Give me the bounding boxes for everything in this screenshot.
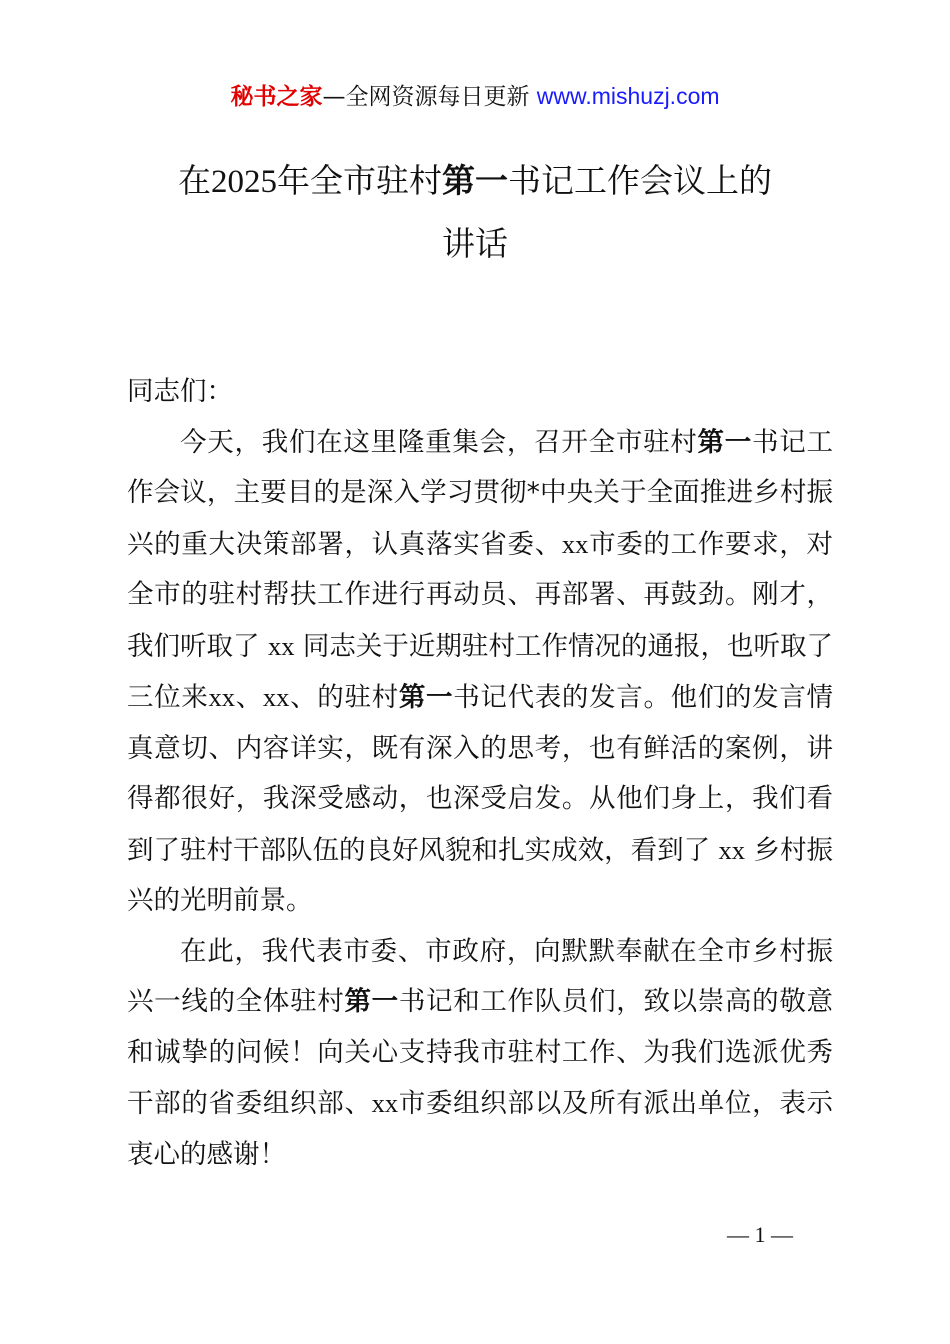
page-number: — 1 — xyxy=(727,1222,793,1247)
paragraph-2: 在此，我代表市委、市政府，向默默奉献在全市乡村振兴一线的全体驻村第一书记和工作队员们，致以崇高的敬意和诚挚的问候！向关心支持我市驻村工作、为我们选派优秀干部的省委组织部、xx市委组织部以及所有派出单位，表示衷心的感谢！ xyxy=(127,935,834,1170)
document-body xyxy=(127,367,833,1180)
title-line-2: 讲话 xyxy=(442,224,508,263)
paragraph-1: 今天，我们在这里隆重集会，召开全市驻村第一书记工作会议，主要目的是深入学习贯彻*中央关于全面推进乡村振兴的重大决策部署，认真落实省委、xx市委的工作要求，对全市的驻村帮扶工作进行再动员、再部署、再鼓劲。刚才，我们听取了 xx 同志关于近期驻村工作情况的通报，也听取了三位来xx、xx、的驻村第一书记代表的发言。他们的发言情真意切、内容详实，既有深入的思考，也有鲜活的案例，讲得都很好，我深受感动，也深受启发。从他们身上，我们看到了驻村干部队伍的良好风貌和扎实成效，看到了 xx 乡村振兴的光明前景。 xyxy=(127,426,834,916)
site-slogan: —全网资源每日更新 xyxy=(322,84,537,110)
salutation: 同志们： xyxy=(127,376,233,407)
site-header xyxy=(0,80,950,113)
site-url-link[interactable]: www.mishuzj.com xyxy=(536,83,720,109)
title-line-1: 在2025年全市驻村第一书记工作会议上的 xyxy=(178,161,772,200)
document-title xyxy=(120,150,830,275)
site-brand: 秘书之家 xyxy=(230,84,323,110)
